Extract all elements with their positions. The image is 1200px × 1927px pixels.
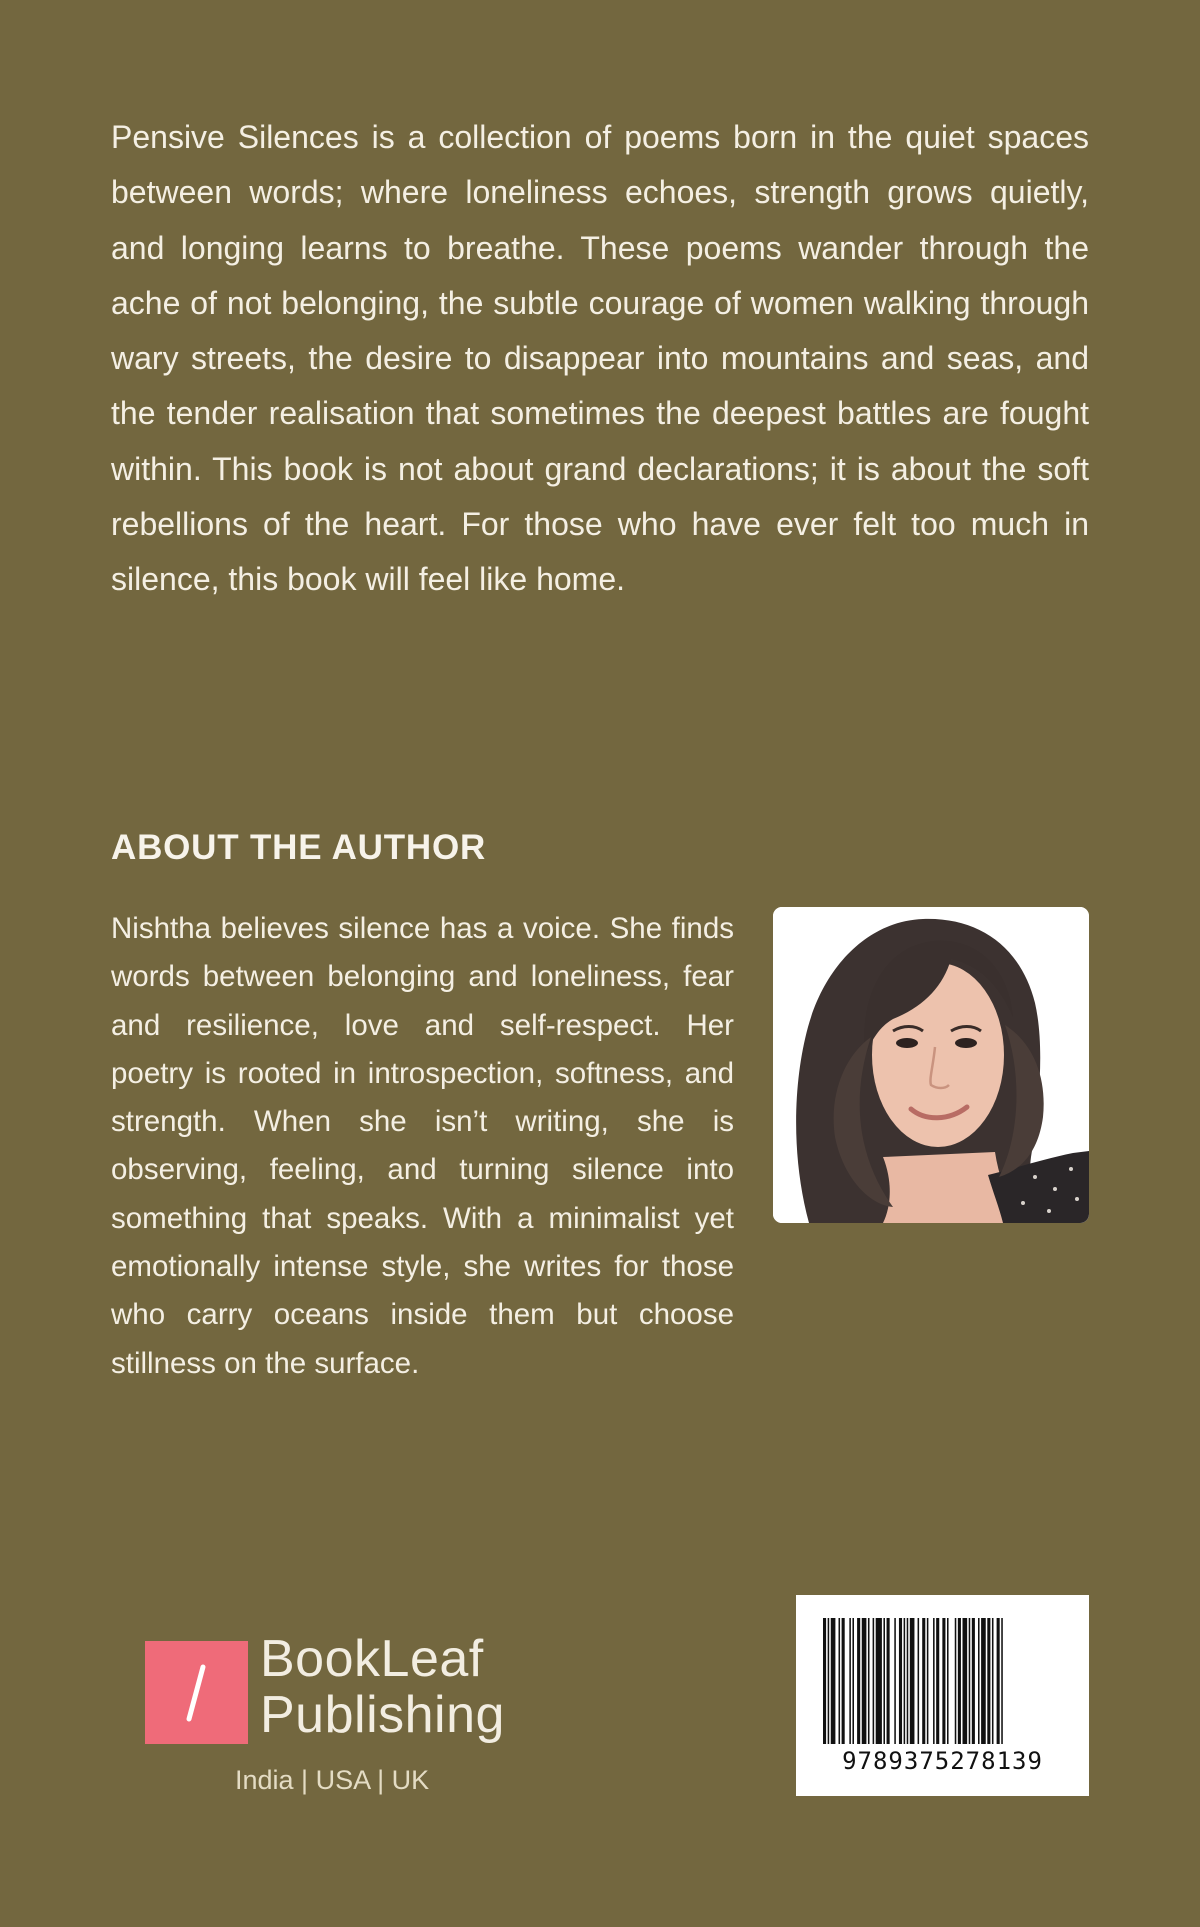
barcode-bar: [907, 1618, 909, 1744]
slash-icon: [145, 1641, 248, 1744]
barcode-bar: [910, 1618, 915, 1744]
barcode-bar: [927, 1618, 929, 1744]
barcode-bar: [997, 1618, 1000, 1744]
barcode-bar: [839, 1618, 841, 1744]
publisher-logo: [145, 1630, 525, 1796]
barcode-bar: [969, 1618, 971, 1744]
about-author-heading: ABOUT THE AUTHOR: [111, 828, 487, 867]
isbn-number: 9789375278139: [842, 1747, 1043, 1775]
barcode-bar: [823, 1618, 826, 1744]
barcode-bar: [992, 1618, 994, 1744]
barcode-bar: [899, 1618, 902, 1744]
publisher-regions: India | USA | UK: [235, 1765, 430, 1795]
author-photo: [773, 907, 1089, 1223]
barcode-bar: [828, 1618, 830, 1744]
author-bio: Nishtha believes silence has a voice. She finds words between belonging and loneliness, fear and resilience, love and self-respect. Her poetry is rooted in introspection, softness, and strength. When she isn’t writing, she is observing, feeling, and turning silence into something that speaks. With a minimalist yet emotionally intense style, she writes for those who carry oceans inside them but choose stillness on the surface.: [111, 912, 734, 1380]
barcode-bar: [904, 1618, 906, 1744]
barcode-bar: [933, 1618, 935, 1744]
barcode-bar: [873, 1618, 875, 1744]
barcode-bar: [936, 1618, 939, 1744]
barcode-bar: [958, 1618, 961, 1744]
barcode-bar: [987, 1618, 990, 1744]
barcode-bar: [972, 1618, 975, 1744]
barcode-bar: [955, 1618, 957, 1744]
barcode-bar: [876, 1618, 882, 1744]
publisher-name-line1: BookLeaf: [260, 1630, 484, 1688]
barcode-bar: [922, 1618, 925, 1744]
barcode-bar: [947, 1618, 949, 1744]
barcode-bar: [831, 1618, 836, 1744]
barcode-bar: [852, 1618, 854, 1744]
barcode-bar: [918, 1618, 920, 1744]
barcode-bar: [894, 1618, 896, 1744]
barcode-bar: [857, 1618, 860, 1744]
publisher-name-line2: Publishing: [260, 1686, 505, 1744]
barcode-bar: [849, 1618, 851, 1744]
barcode-bar: [942, 1618, 945, 1744]
barcode-bars: [820, 1618, 1065, 1744]
barcode-bar: [1001, 1618, 1003, 1744]
barcode-bar: [981, 1618, 986, 1744]
barcode-bar: [862, 1618, 867, 1744]
barcode-bar: [842, 1618, 845, 1744]
barcode-bar: [868, 1618, 870, 1744]
isbn-barcode: [796, 1595, 1089, 1796]
barcode-bar: [883, 1618, 885, 1744]
barcode-bar: [887, 1618, 890, 1744]
barcode-bar: [978, 1618, 980, 1744]
barcode-bar: [963, 1618, 968, 1744]
book-description: Pensive Silences is a collection of poems born in the quiet spaces between words; where loneliness echoes, strength grows quietly, and longing learns to breathe. These poems wander through the ache of not belonging, the subtle courage of women walking through wary streets, the desire to disappear into mountains and seas, and the tender realisation that sometimes the deepest battles are fought within. This book is not about grand declarations; it is about the soft rebellions of the heart. For those who have ever felt too much in silence, this book will feel like home.: [111, 119, 1089, 598]
